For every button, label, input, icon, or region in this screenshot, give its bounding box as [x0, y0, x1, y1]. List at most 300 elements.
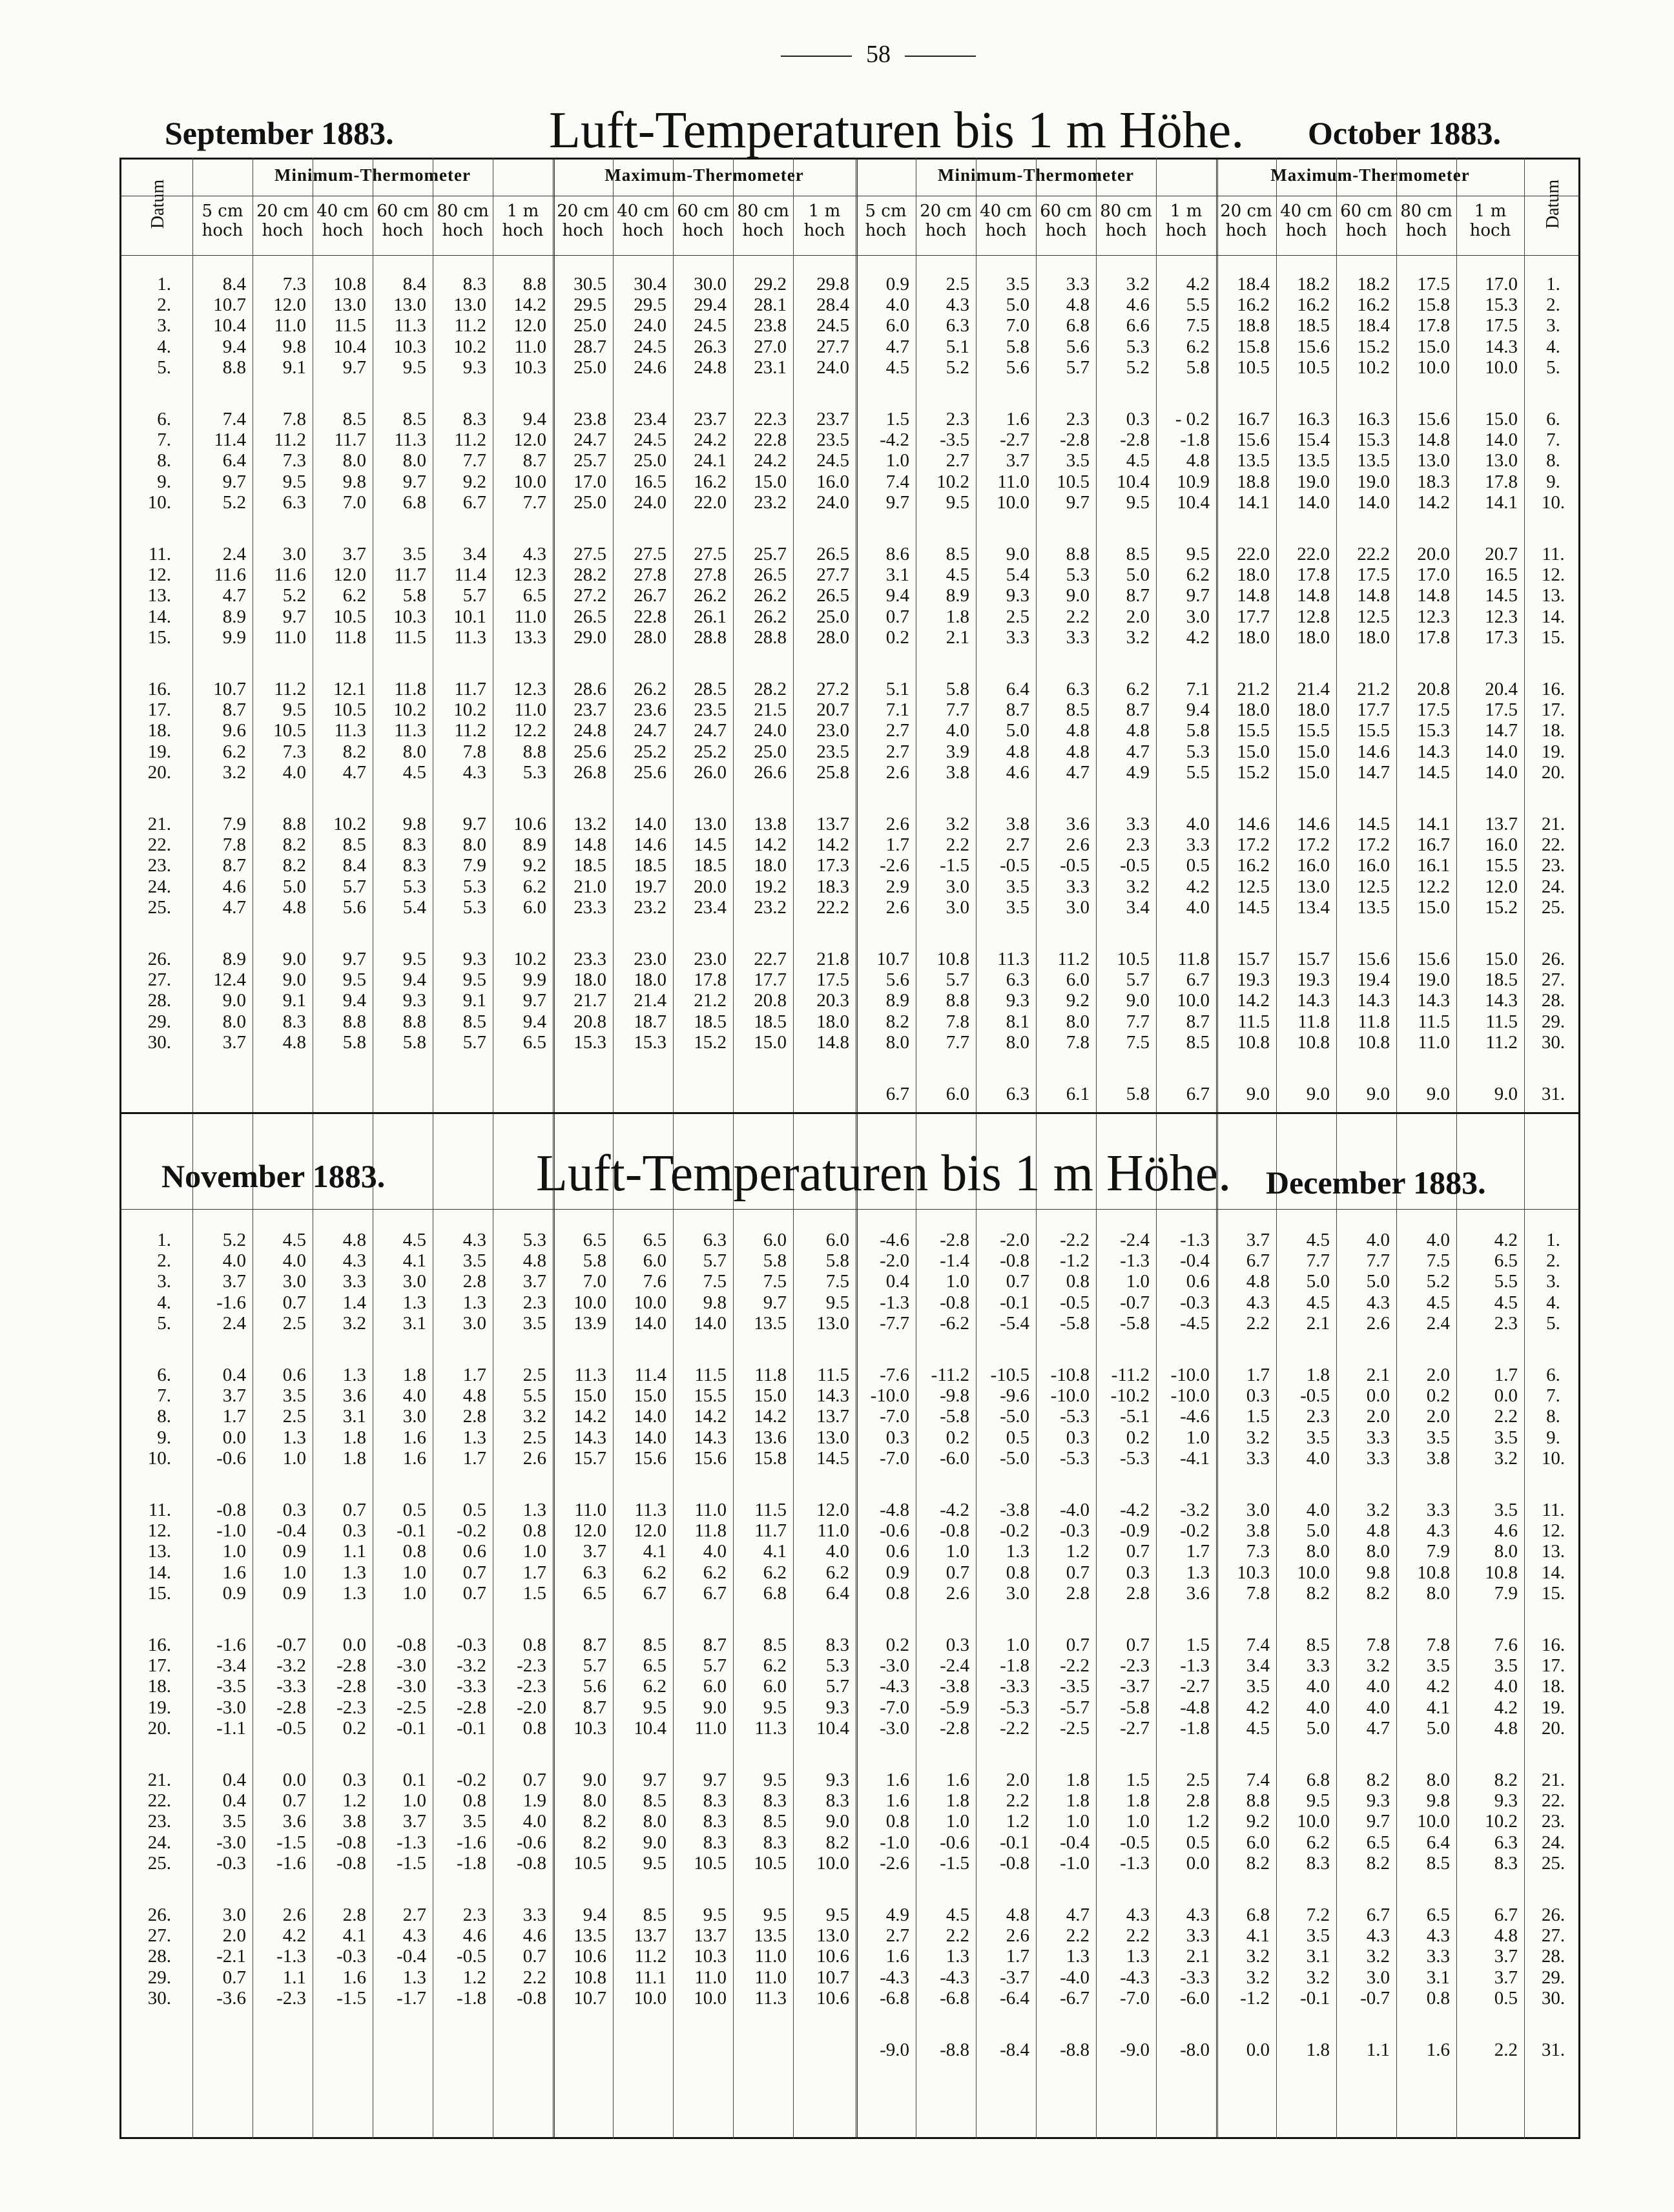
- table-cell: -0.3: [1060, 1520, 1090, 1542]
- table-cell: 5.8: [1006, 336, 1029, 357]
- column-heading: [313, 202, 373, 240]
- table-cell: -0.1: [1000, 1292, 1029, 1313]
- table-cell: 4.5: [1494, 1292, 1518, 1313]
- table-cell: 15.8: [1417, 295, 1450, 316]
- table-cell: 4.3: [1186, 1905, 1210, 1925]
- table-cell: 11.0: [1418, 1031, 1450, 1053]
- table-cell: 9.0: [222, 990, 246, 1011]
- table-cell: 0.8: [462, 1790, 486, 1812]
- table-cell: 0.2: [1126, 1427, 1150, 1448]
- date-left: 21.: [147, 814, 171, 834]
- column-hoch-label: hoch: [865, 221, 907, 240]
- table-cell: 3.7: [522, 1271, 546, 1292]
- date-left: 16.: [147, 679, 171, 699]
- table-cell: 1.8: [342, 1447, 366, 1469]
- table-cell: 18.5: [694, 855, 727, 876]
- table-cell: -4.8: [1180, 1697, 1210, 1718]
- table-cell: 18.3: [816, 876, 849, 897]
- table-cell: 7.0: [583, 1271, 606, 1292]
- table-cell: 0.9: [885, 274, 909, 295]
- table-cell: 13.5: [574, 1925, 606, 1947]
- date-left: 20.: [147, 1717, 171, 1739]
- table-cell: 24.5: [634, 336, 666, 357]
- table-cell: 8.2: [1494, 1770, 1518, 1790]
- table-cell: 8.2: [1306, 1582, 1330, 1604]
- table-cell: 23.0: [634, 949, 666, 969]
- column-hoch-label: hoch: [1105, 221, 1147, 240]
- table-cell: 5.5: [1494, 1271, 1518, 1292]
- table-cell: 7.8: [946, 1011, 969, 1032]
- table-cell: 7.7: [946, 1031, 969, 1053]
- table-cell: 9.9: [222, 626, 246, 648]
- table-cell: 5.7: [825, 1676, 849, 1697]
- table-cell: 7.8: [1066, 1031, 1090, 1053]
- table-cell: 1.0: [222, 1541, 246, 1562]
- table-cell: 11.8: [334, 626, 366, 648]
- date-left: 10.: [147, 1447, 171, 1469]
- table-cell: 7.0: [1006, 315, 1029, 336]
- table-cell: 9.5: [763, 1770, 787, 1790]
- column-heading: [1096, 202, 1156, 240]
- table-cell: 28.6: [574, 679, 606, 699]
- table-cell: 9.7: [402, 471, 426, 492]
- date-left: 1.: [157, 274, 171, 295]
- table-cell: -5.4: [1000, 1312, 1029, 1334]
- table-cell: 28.0: [634, 626, 666, 648]
- table-cell: 6.5: [583, 1230, 606, 1250]
- date-right: 19.: [1541, 1697, 1566, 1718]
- table-cell: 8.9: [946, 585, 969, 606]
- table-cell: 14.8: [1297, 585, 1330, 606]
- table-cell: 14.5: [694, 834, 727, 856]
- table-cell: 8.8: [1066, 544, 1090, 564]
- table-cell: 2.2: [1066, 606, 1090, 627]
- table-cell: 23.2: [634, 896, 666, 918]
- table-cell: -3.0: [880, 1717, 909, 1739]
- table-cell: 12.3: [513, 679, 546, 699]
- table-cell: 11.0: [514, 606, 546, 627]
- table-cell: 1.6: [885, 1790, 909, 1812]
- table-cell: 5.1: [946, 336, 969, 357]
- table-cell: 20.4: [1485, 679, 1518, 699]
- table-cell: 3.3: [1246, 1447, 1270, 1469]
- column-heading: [1336, 202, 1396, 240]
- table-cell: 17.2: [1357, 834, 1390, 856]
- table-cell: 8.3: [703, 1790, 727, 1812]
- table-cell: 8.0: [222, 1011, 246, 1032]
- table-cell: 3.0: [282, 544, 306, 564]
- table-cell: 10.5: [1117, 949, 1150, 969]
- table-cell: 18.5: [1485, 969, 1518, 991]
- table-cell: 14.3: [694, 1427, 727, 1448]
- table-cell: 6.2: [222, 741, 246, 762]
- table-cell: 2.8: [1066, 1582, 1090, 1604]
- table-cell: 9.5: [825, 1292, 849, 1313]
- table-cell: 3.2: [342, 1312, 366, 1334]
- table-cell: 6.4: [222, 450, 246, 471]
- table-cell: 5.2: [282, 585, 306, 606]
- column-hoch-label: hoch: [682, 221, 724, 240]
- date-right: 27.: [1541, 1925, 1566, 1947]
- table-cell: 6.4: [1006, 679, 1029, 699]
- table-cell: -1.3: [1180, 1230, 1210, 1250]
- table-cell: 9.0: [1306, 1084, 1330, 1104]
- table-cell: 9.3: [402, 990, 426, 1011]
- column-hoch-label: hoch: [322, 221, 364, 240]
- table-cell: -0.5: [1300, 1385, 1330, 1407]
- table-cell: 2.5: [946, 274, 969, 295]
- table-cell: 11.3: [754, 1987, 787, 2009]
- table-cell: 6.5: [1494, 1250, 1518, 1272]
- table-cell: 13.7: [1485, 814, 1518, 834]
- column-height-label: 40 cm: [617, 202, 669, 221]
- table-cell: -10.5: [990, 1365, 1029, 1385]
- table-cell: 15.7: [1237, 949, 1270, 969]
- table-cell: 0.3: [282, 1500, 306, 1520]
- date-right: 15.: [1541, 1582, 1566, 1604]
- table-cell: 1.8: [1306, 1365, 1330, 1385]
- table-cell: 19.7: [634, 876, 666, 897]
- table-cell: 15.5: [694, 1385, 727, 1407]
- month-left-title: September 1883.: [165, 115, 394, 151]
- table-cell: -1.0: [880, 1832, 909, 1853]
- table-cell: 4.8: [1494, 1925, 1518, 1947]
- table-cell: 10.9: [1177, 471, 1210, 492]
- table-cell: 16.3: [1357, 409, 1390, 429]
- date-right: 13.: [1541, 1541, 1566, 1562]
- date-left: 9.: [157, 471, 171, 492]
- table-cell: 7.8: [1366, 1635, 1390, 1655]
- table-cell: 26.8: [574, 761, 606, 783]
- date-right: 13.: [1541, 585, 1566, 606]
- table-cell: -2.8: [336, 1676, 366, 1697]
- table-cell: 18.0: [1237, 699, 1270, 721]
- table-cell: 0.0: [1246, 2040, 1270, 2060]
- table-cell: 8.5: [763, 1811, 787, 1832]
- table-cell: 9.3: [1006, 990, 1029, 1011]
- table-cell: 26.2: [754, 585, 787, 606]
- table-cell: 17.8: [1417, 626, 1450, 648]
- table-cell: 2.9: [885, 876, 909, 897]
- date-left: 17.: [147, 1655, 171, 1677]
- table-cell: 22.2: [1357, 544, 1390, 564]
- table-cell: 9.0: [1006, 544, 1029, 564]
- table-cell: 3.2: [946, 814, 969, 834]
- table-cell: -4.6: [880, 1230, 909, 1250]
- table-cell: 11.0: [754, 1946, 787, 1967]
- table-cell: 2.0: [1006, 1770, 1029, 1790]
- table-cell: -0.1: [397, 1520, 426, 1542]
- table-cell: 9.0: [1126, 990, 1150, 1011]
- table-cell: 18.5: [754, 1011, 787, 1032]
- table-cell: 5.0: [1426, 1717, 1450, 1739]
- table-cell: -1.0: [216, 1520, 246, 1542]
- table-cell: 3.5: [1494, 1500, 1518, 1520]
- table-cell: 14.7: [1485, 720, 1518, 741]
- table-cell: 0.1: [402, 1770, 426, 1790]
- table-cell: 10.0: [1417, 1811, 1450, 1832]
- column-heading: [373, 202, 433, 240]
- date-left: 14.: [147, 1562, 171, 1583]
- date-left: 30.: [147, 1987, 171, 2009]
- table-cell: 8.5: [946, 544, 969, 564]
- table-cell: 9.0: [1246, 1084, 1270, 1104]
- table-cell: 1.6: [222, 1562, 246, 1583]
- table-cell: 28.8: [694, 626, 727, 648]
- table-cell: 27.0: [754, 336, 787, 357]
- table-cell: 6.2: [763, 1655, 787, 1677]
- table-cell: 13.7: [816, 1406, 849, 1427]
- table-cell: 15.7: [574, 1447, 606, 1469]
- table-cell: 7.3: [282, 274, 306, 295]
- table-cell: 11.3: [394, 720, 426, 741]
- table-cell: 3.0: [946, 876, 969, 897]
- table-cell: 4.1: [1426, 1697, 1450, 1718]
- table-cell: 10.0: [1417, 357, 1450, 378]
- table-cell: 1.0: [402, 1582, 426, 1604]
- table-cell: 6.8: [763, 1582, 787, 1604]
- table-cell: 8.0: [402, 450, 426, 471]
- table-cell: 1.0: [1186, 1427, 1210, 1448]
- table-cell: 20.8: [754, 990, 787, 1011]
- table-cell: 11.3: [997, 949, 1029, 969]
- table-cell: -2.6: [880, 855, 909, 876]
- date-left: 18.: [147, 1676, 171, 1697]
- table-cell: 0.7: [462, 1562, 486, 1583]
- date-right: 17.: [1541, 699, 1566, 721]
- date-right: 8.: [1546, 450, 1560, 471]
- date-left: 20.: [147, 761, 171, 783]
- table-cell: 25.0: [754, 741, 787, 762]
- table-cell: 4.7: [222, 896, 246, 918]
- table-cell: 8.3: [763, 1832, 787, 1853]
- table-cell: 2.0: [222, 1925, 246, 1947]
- table-cell: 3.2: [222, 761, 246, 783]
- table-cell: 17.2: [1297, 834, 1330, 856]
- table-cell: 8.5: [1306, 1635, 1330, 1655]
- datum-label-right: Datum: [1543, 179, 1563, 229]
- table-cell: 24.0: [634, 491, 666, 513]
- table-cell: 3.5: [1006, 896, 1029, 918]
- table-cell: -3.2: [1180, 1500, 1210, 1520]
- table-cell: 4.0: [1186, 814, 1210, 834]
- table-cell: 11.2: [634, 1946, 666, 1967]
- table-cell: 3.2: [1126, 876, 1150, 897]
- table-cell: 2.1: [946, 626, 969, 648]
- table-cell: -4.2: [1120, 1500, 1150, 1520]
- table-cell: 9.1: [282, 357, 306, 378]
- table-cell: 1.4: [342, 1292, 366, 1313]
- table-cell: -0.9: [1120, 1520, 1150, 1542]
- table-cell: 21.4: [634, 990, 666, 1011]
- table-cell: 1.7: [222, 1406, 246, 1427]
- table-cell: -1.3: [1120, 1852, 1150, 1874]
- date-left: 5.: [157, 357, 171, 378]
- table-cell: 13.8: [754, 814, 787, 834]
- date-right: 2.: [1546, 295, 1560, 316]
- table-cell: 15.5: [1297, 720, 1330, 741]
- table-cell: -1.1: [216, 1717, 246, 1739]
- table-cell: 5.3: [825, 1655, 849, 1677]
- table-cell: 5.3: [522, 1230, 546, 1250]
- date-right: 10.: [1541, 491, 1566, 513]
- table-cell: 1.7: [885, 834, 909, 856]
- table-cell: 2.2: [946, 1925, 969, 1947]
- table-cell: 11.1: [634, 1967, 666, 1988]
- table-cell: -0.8: [940, 1292, 969, 1313]
- table-cell: 6.2: [1126, 679, 1150, 699]
- table-cell: 9.4: [402, 969, 426, 991]
- date-right: 29.: [1541, 1011, 1566, 1032]
- table-cell: 0.8: [1066, 1271, 1090, 1292]
- page-number: [685, 40, 1072, 68]
- table-cell: -2.8: [276, 1697, 306, 1718]
- table-cell: 2.2: [522, 1967, 546, 1988]
- date-right: 16.: [1541, 679, 1566, 699]
- table-cell: 14.8: [574, 834, 606, 856]
- table-cell: 0.2: [885, 626, 909, 648]
- column-height-label: 60 cm: [677, 202, 729, 221]
- table-cell: 15.0: [754, 471, 787, 492]
- table-cell: 8.2: [583, 1811, 606, 1832]
- table-cell: -5.8: [1060, 1312, 1090, 1334]
- table-cell: 11.0: [694, 1500, 727, 1520]
- table-cell: 11.5: [754, 1500, 787, 1520]
- table-cell: 15.3: [634, 1031, 666, 1053]
- table-cell: -9.0: [880, 2040, 909, 2060]
- table-cell: 1.3: [1126, 1946, 1150, 1967]
- table-cell: -3.0: [397, 1655, 426, 1677]
- date-right: 4.: [1546, 1292, 1560, 1313]
- date-right: 21.: [1541, 814, 1566, 834]
- table-cell: 30.5: [574, 274, 606, 295]
- table-cell: 6.2: [763, 1562, 787, 1583]
- table-cell: 19.3: [1237, 969, 1270, 991]
- table-cell: 2.7: [885, 741, 909, 762]
- table-cell: 5.2: [1126, 357, 1150, 378]
- table-cell: 5.5: [1186, 761, 1210, 783]
- table-cell: 4.0: [1306, 1500, 1330, 1520]
- table-cell: 13.0: [1297, 876, 1330, 897]
- table-cell: 7.3: [1246, 1541, 1270, 1562]
- table-cell: 8.5: [643, 1905, 666, 1925]
- column-hoch-label: hoch: [562, 221, 604, 240]
- table-cell: 1.5: [885, 409, 909, 429]
- table-cell: -1.3: [1180, 1655, 1210, 1677]
- date-right: 26.: [1541, 1905, 1566, 1925]
- column-height-label: 60 cm: [1340, 202, 1392, 221]
- table-cell: 4.0: [222, 1250, 246, 1272]
- table-cell: 8.2: [342, 741, 366, 762]
- table-cell: 3.5: [1006, 274, 1029, 295]
- date-left: 30.: [147, 1031, 171, 1053]
- table-cell: 24.2: [754, 450, 787, 471]
- table-cell: -5.8: [1120, 1312, 1150, 1334]
- column-hoch-label: hoch: [1469, 221, 1511, 240]
- date-left: 28.: [147, 1946, 171, 1967]
- table-cell: 5.0: [1006, 295, 1029, 316]
- table-cell: 8.2: [1246, 1852, 1270, 1874]
- table-cell: 6.7: [1494, 1905, 1518, 1925]
- column-heading: [553, 202, 613, 240]
- table-cell: 1.1: [342, 1541, 366, 1562]
- table-cell: 7.7: [522, 491, 546, 513]
- table-cell: 10.5: [574, 1852, 606, 1874]
- table-cell: 15.6: [634, 1447, 666, 1469]
- table-cell: 2.2: [1246, 1312, 1270, 1334]
- table-cell: 14.3: [1357, 990, 1390, 1011]
- table-cell: 6.5: [522, 1031, 546, 1053]
- table-cell: 6.3: [946, 315, 969, 336]
- table-cell: 15.2: [1237, 761, 1270, 783]
- table-cell: 8.0: [885, 1031, 909, 1053]
- table-cell: 9.3: [825, 1697, 849, 1718]
- date-right: 14.: [1541, 606, 1566, 627]
- table-cell: 7.3: [282, 741, 306, 762]
- table-cell: 10.8: [1417, 1562, 1450, 1583]
- table-cell: 17.7: [1357, 699, 1390, 721]
- table-cell: 24.5: [634, 429, 666, 451]
- table-cell: 1.3: [1186, 1562, 1210, 1583]
- table-cell: 8.4: [402, 274, 426, 295]
- column-height-label: 40 cm: [1280, 202, 1332, 221]
- date-right: 31.: [1541, 2040, 1566, 2060]
- table-cell: 6.2: [1186, 336, 1210, 357]
- table-cell: 3.7: [222, 1271, 246, 1292]
- table-cell: 3.3: [1066, 274, 1090, 295]
- table-cell: 26.5: [574, 606, 606, 627]
- table-cell: 2.8: [1186, 1790, 1210, 1812]
- table-cell: -0.1: [1000, 1832, 1029, 1853]
- table-cell: 3.1: [1426, 1967, 1450, 1988]
- table-cell: 8.4: [342, 855, 366, 876]
- table-cell: 10.3: [1237, 1562, 1270, 1583]
- table-cell: -0.3: [216, 1852, 246, 1874]
- table-cell: 14.5: [1237, 896, 1270, 918]
- table-cell: 6.2: [643, 1562, 666, 1583]
- column-height-label: 5 cm: [865, 202, 907, 221]
- table-cell: -9.8: [940, 1385, 969, 1407]
- table-cell: 4.7: [1126, 741, 1150, 762]
- date-right: 11.: [1542, 1500, 1565, 1520]
- table-cell: 11.0: [274, 315, 306, 336]
- table-cell: -0.2: [1180, 1520, 1210, 1542]
- table-cell: -0.5: [457, 1946, 486, 1967]
- table-cell: 2.3: [946, 409, 969, 429]
- table-cell: 2.8: [1126, 1582, 1150, 1604]
- table-cell: 1.1: [1366, 2040, 1390, 2060]
- table-cell: -4.3: [1120, 1967, 1150, 1988]
- table-cell: 8.3: [763, 1790, 787, 1812]
- table-cell: 17.7: [1237, 606, 1270, 627]
- table-cell: 13.7: [694, 1925, 727, 1947]
- table-cell: 8.5: [342, 834, 366, 856]
- table-cell: 19.3: [1297, 969, 1330, 991]
- table-cell: 10.3: [393, 336, 426, 357]
- table-cell: 12.5: [1357, 876, 1390, 897]
- table-cell: -1.3: [1120, 1250, 1150, 1272]
- table-cell: 4.8: [462, 1385, 486, 1407]
- table-cell: 4.5: [946, 1905, 969, 1925]
- table-cell: 4.7: [342, 761, 366, 783]
- table-cell: 16.2: [694, 471, 727, 492]
- table-cell: -2.8: [457, 1697, 486, 1718]
- table-cell: 17.0: [574, 471, 606, 492]
- table-cell: 6.5: [583, 1582, 606, 1604]
- table-cell: -0.1: [457, 1717, 486, 1739]
- table-cell: -2.5: [397, 1697, 426, 1718]
- table-cell: -3.0: [880, 1655, 909, 1677]
